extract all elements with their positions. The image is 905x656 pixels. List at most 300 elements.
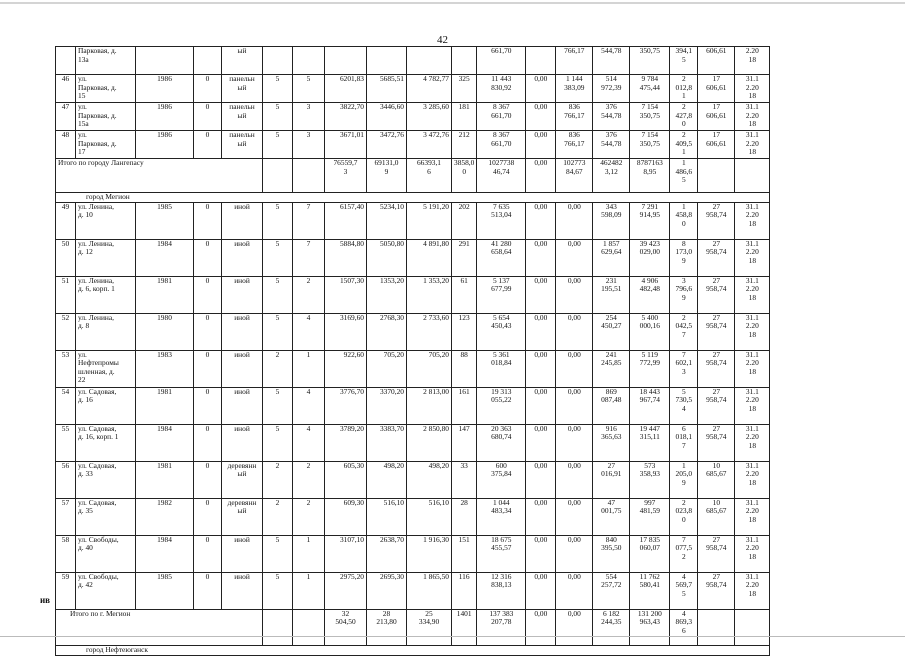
cell-num: 47 [56,103,76,131]
cell-zero: 0 [194,350,222,387]
cell-num: 55 [56,424,76,461]
cell-17: 3 796,6 9 [670,276,698,313]
cell-residents: 202 [452,202,477,239]
table-row [56,103,770,131]
cell-area-total: 605,30 [325,461,367,498]
cell-num: 54 [56,387,76,424]
cell-area-total: 1507,30 [325,276,367,313]
cell-19: 2.20 18 [735,47,770,75]
cell-16: 5 400 000,16 [630,313,670,350]
cell-floors: 5 [263,75,293,103]
cell-19: 31.1 2.20 18 [735,498,770,535]
cell-area-total: 3107,10 [325,535,367,572]
cell-num [56,47,76,75]
cell-13: 0,00 [526,387,556,424]
cell-14: 0,00 [556,313,593,350]
cell-blank [735,159,770,193]
cell-material: иной [222,202,263,239]
total-16: 131 200 963,43 [630,609,670,645]
cell-16: 7 154 350,75 [630,103,670,131]
cell-year: 1984 [136,239,194,276]
cell-18: 10 685,67 [698,461,735,498]
cell-num: 57 [56,498,76,535]
cell-area-total: 3822,70 [325,103,367,131]
total-residents: 3858,0 0 [452,159,477,193]
cell-17: 6 018,1 7 [670,424,698,461]
cell-cost: 1 044 483,34 [477,498,526,535]
cell-area-a: 2768,30 [367,313,407,350]
cell-area-a: 1353,20 [367,276,407,313]
cell-residents: 161 [452,387,477,424]
cell-16: 18 443 967,74 [630,387,670,424]
cell-area-a: 498,20 [367,461,407,498]
cell-16: 39 423 029,00 [630,239,670,276]
cell-area-total [325,47,367,75]
cell-17: 4 569,7 5 [670,572,698,609]
total-area-b: 66393,1 6 [407,159,452,193]
cell-zero: 0 [194,276,222,313]
cell-cost: 12 316 838,13 [477,572,526,609]
total-residents: 1401 [452,609,477,645]
cell-floors: 5 [263,202,293,239]
cell-entrances: 2 [293,276,325,313]
cell-15: 544,78 [593,47,630,75]
cell-13: 0,00 [526,313,556,350]
total-area-b: 25 334,90 [407,609,452,645]
cell-18: 606,61 [698,47,735,75]
cell-19: 31.1 2.20 18 [735,103,770,131]
table-row [56,202,770,239]
section-heading: город Мегион [56,193,770,203]
cell-16: 7 291 914,95 [630,202,670,239]
cell-area-b: 3 285,60 [407,103,452,131]
cell-area-b: 5 191,20 [407,202,452,239]
cell-num: 58 [56,535,76,572]
cell-17: 394,1 5 [670,47,698,75]
cell-area-total: 2975,20 [325,572,367,609]
cell-15: 231 195,51 [593,276,630,313]
cell-18: 27 958,74 [698,424,735,461]
cell-16: 17 835 060,07 [630,535,670,572]
cell-year: 1986 [136,103,194,131]
table-row [56,75,770,103]
cell-year: 1981 [136,276,194,313]
cell-area-b: 2 733,60 [407,313,452,350]
cell-area-b: 705,20 [407,350,452,387]
cell-residents: 116 [452,572,477,609]
cell-cost: 600 375,84 [477,461,526,498]
cell-floors: 5 [263,276,293,313]
cell-area-a: 5050,80 [367,239,407,276]
cell-entrances: 4 [293,313,325,350]
cell-19: 31.1 2.20 18 [735,350,770,387]
cell-zero: 0 [194,387,222,424]
cell-year [136,47,194,75]
cell-year: 1981 [136,387,194,424]
cell-address: ул. Ленина, д. 6, корп. 1 [76,276,136,313]
cell-address: ул. Садовая, д. 35 [76,498,136,535]
cell-material: иной [222,276,263,313]
cell-entrances: 3 [293,103,325,131]
cell-area-b: 1 353,20 [407,276,452,313]
cell-year: 1985 [136,572,194,609]
cell-13: 0,00 [526,461,556,498]
cell-material: иной [222,535,263,572]
cell-zero: 0 [194,202,222,239]
cell-residents: 88 [452,350,477,387]
cell-material: панельн ый [222,75,263,103]
cell-entrances: 1 [293,350,325,387]
cell-16: 7 154 350,75 [630,131,670,159]
total-17: 1 486,6 5 [670,159,698,193]
cell-18: 17 606,61 [698,131,735,159]
cell-16: 350,75 [630,47,670,75]
cell-19: 31.1 2.20 18 [735,461,770,498]
cell-address: ул. Ленина, д. 10 [76,202,136,239]
cell-floors: 2 [263,498,293,535]
total-cost: 137 383 207,78 [477,609,526,645]
cell-13: 0,00 [526,424,556,461]
cell-19: 31.1 2.20 18 [735,75,770,103]
cell-18: 27 958,74 [698,387,735,424]
cell-address: ул. Свободы, д. 40 [76,535,136,572]
cell-zero: 0 [194,461,222,498]
cell-floors [263,47,293,75]
cell-19: 31.1 2.20 18 [735,424,770,461]
table-row [56,276,770,313]
cell-15: 27 016,91 [593,461,630,498]
scan-bottom-edge [0,636,905,637]
table-row [56,387,770,424]
total-label: Итого по г. Мегион [56,609,263,645]
cell-16: 11 762 580,41 [630,572,670,609]
cell-num: 50 [56,239,76,276]
cell-area-a: 3383,70 [367,424,407,461]
cell-15: 343 598,09 [593,202,630,239]
cell-13: 0,00 [526,350,556,387]
cell-15: 916 365,63 [593,424,630,461]
cell-material: ый [222,47,263,75]
cell-area-total: 3671,01 [325,131,367,159]
cell-year: 1986 [136,131,194,159]
cell-entrances: 4 [293,424,325,461]
cell-area-b: 2 813,00 [407,387,452,424]
cell-15: 47 001,75 [593,498,630,535]
total-13: 0,00 [526,609,556,645]
cell-entrances: 2 [293,461,325,498]
cell-material: иной [222,387,263,424]
cell-year: 1984 [136,535,194,572]
cell-year: 1982 [136,498,194,535]
cell-13: 0,00 [526,535,556,572]
total-row-langepas [56,159,770,193]
cell-year: 1984 [136,424,194,461]
cell-area-a: 3472,76 [367,131,407,159]
table-row [56,313,770,350]
cell-area-a: 2695,30 [367,572,407,609]
cell-16: 997 481,59 [630,498,670,535]
cell-13: 0,00 [526,75,556,103]
cell-17: 8 173,0 9 [670,239,698,276]
cell-residents: 212 [452,131,477,159]
cell-residents: 147 [452,424,477,461]
cell-15: 241 245,85 [593,350,630,387]
cell-cost: 41 280 658,64 [477,239,526,276]
total-17: 4 869,3 6 [670,609,698,645]
cell-area-a: 5234,10 [367,202,407,239]
cell-14: 836 766,17 [556,131,593,159]
cell-area-a [367,47,407,75]
total-15: 6 182 244,35 [593,609,630,645]
cell-19: 31.1 2.20 18 [735,276,770,313]
cell-area-total: 922,60 [325,350,367,387]
cell-18: 27 958,74 [698,572,735,609]
cell-13: 0,00 [526,276,556,313]
cell-17: 2 042,5 7 [670,313,698,350]
cell-13: 0,00 [526,131,556,159]
cell-address: ул. Садовая, д. 33 [76,461,136,498]
cell-area-b: 1 916,30 [407,535,452,572]
cell-entrances [293,47,325,75]
total-16: 8787163 8,95 [630,159,670,193]
cell-blank [263,159,293,193]
total-area-a: 28 213,80 [367,609,407,645]
table-row [56,572,770,609]
section-heading-nefteyugansk [56,645,770,655]
cell-area-a: 516,10 [367,498,407,535]
cell-material: иной [222,572,263,609]
cell-14: 0,00 [556,535,593,572]
cell-18: 10 685,67 [698,498,735,535]
cell-14: 1 144 383,09 [556,75,593,103]
cell-entrances: 4 [293,387,325,424]
cell-cost: 19 313 055,22 [477,387,526,424]
cell-residents: 123 [452,313,477,350]
cell-16: 19 447 315,11 [630,424,670,461]
cell-num: 48 [56,131,76,159]
cell-material: панельн ый [222,103,263,131]
cell-14: 0,00 [556,424,593,461]
cell-area-b: 2 850,80 [407,424,452,461]
cell-floors: 5 [263,313,293,350]
cell-num: 49 [56,202,76,239]
cell-14: 0,00 [556,276,593,313]
cell-18: 27 958,74 [698,276,735,313]
cell-cost: 18 675 455,57 [477,535,526,572]
cell-15: 1 857 629,64 [593,239,630,276]
cell-residents: 325 [452,75,477,103]
cell-zero [194,47,222,75]
cell-area-b: 4 891,80 [407,239,452,276]
cell-address: ул. Садовая, д. 16, корп. 1 [76,424,136,461]
cell-address: ул. Садовая, д. 16 [76,387,136,424]
cell-entrances: 7 [293,239,325,276]
cell-area-total: 6201,83 [325,75,367,103]
cell-residents: 151 [452,535,477,572]
total-14: 0,00 [556,609,593,645]
cell-cost: 11 443 830,92 [477,75,526,103]
cell-area-total: 6157,40 [325,202,367,239]
cell-14: 0,00 [556,387,593,424]
cell-material: деревянн ый [222,498,263,535]
cell-18: 17 606,61 [698,103,735,131]
cell-14: 0,00 [556,572,593,609]
cell-18: 27 958,74 [698,535,735,572]
cell-zero: 0 [194,103,222,131]
cell-year: 1981 [136,461,194,498]
cell-cost: 5 137 677,99 [477,276,526,313]
cell-17: 1 205,0 9 [670,461,698,498]
cell-14: 0,00 [556,239,593,276]
cell-area-a: 5685,51 [367,75,407,103]
cell-area-a: 705,20 [367,350,407,387]
cell-14: 0,00 [556,461,593,498]
cell-residents: 33 [452,461,477,498]
cell-entrances: 1 [293,535,325,572]
cell-floors: 5 [263,131,293,159]
total-cost: 1027738 46,74 [477,159,526,193]
cell-cost: 5 361 018,84 [477,350,526,387]
cell-address: ул. Свободы, д. 42 [76,572,136,609]
table-row [56,424,770,461]
cell-entrances: 3 [293,131,325,159]
cell-area-b: 1 865,50 [407,572,452,609]
cell-zero: 0 [194,535,222,572]
page-number: 42 [437,34,448,46]
cell-cost: 8 367 661,70 [477,103,526,131]
cell-address: ул. Парковая, д. 15 [76,75,136,103]
cell-area-a: 3446,60 [367,103,407,131]
cell-address: ул. Парковая, д. 15а [76,103,136,131]
cell-13: 0,00 [526,498,556,535]
cell-entrances: 5 [293,75,325,103]
cell-17: 1 458,8 0 [670,202,698,239]
cell-cost: 8 367 661,70 [477,131,526,159]
cell-zero: 0 [194,572,222,609]
cell-zero: 0 [194,239,222,276]
cell-area-b: 516,10 [407,498,452,535]
cell-18: 27 958,74 [698,313,735,350]
cell-area-b: 498,20 [407,461,452,498]
cell-residents [452,47,477,75]
cell-13: 0,00 [526,103,556,131]
cell-19: 31.1 2.20 18 [735,202,770,239]
cell-18: 27 958,74 [698,350,735,387]
cell-16: 573 358,93 [630,461,670,498]
cell-area-b [407,47,452,75]
table-body [56,47,770,656]
cell-year: 1985 [136,202,194,239]
cell-area-a: 2638,70 [367,535,407,572]
cell-zero: 0 [194,75,222,103]
cell-zero: 0 [194,498,222,535]
cell-address: ул. Нефтепромы шленная, д. 22 [76,350,136,387]
cell-16: 9 784 475,44 [630,75,670,103]
cell-15: 554 257,72 [593,572,630,609]
cell-area-total: 3169,60 [325,313,367,350]
total-14: 102773 84,67 [556,159,593,193]
cell-year: 1986 [136,75,194,103]
cell-19: 31.1 2.20 18 [735,572,770,609]
cell-16: 5 119 772,99 [630,350,670,387]
section-heading: город Нефтеюганск [56,645,770,655]
table-row [56,131,770,159]
cell-material: иной [222,239,263,276]
cell-floors: 2 [263,350,293,387]
cell-18: 27 958,74 [698,202,735,239]
scan-top-edge [0,2,905,4]
cell-14: 0,00 [556,350,593,387]
cell-floors: 5 [263,239,293,276]
cell-year: 1980 [136,313,194,350]
cell-material: деревянн ый [222,461,263,498]
cell-floors: 5 [263,103,293,131]
table-row [56,350,770,387]
cell-blank [293,159,325,193]
table-row-continued [56,47,770,75]
cell-entrances: 7 [293,202,325,239]
total-area-a: 69131,0 9 [367,159,407,193]
cell-address: ул. Парковая, д. 17 [76,131,136,159]
cell-num: 56 [56,461,76,498]
cell-num: 51 [56,276,76,313]
cell-area-total: 609,30 [325,498,367,535]
cell-residents: 291 [452,239,477,276]
cell-floors: 5 [263,387,293,424]
cell-entrances: 1 [293,572,325,609]
cell-cost: 661,70 [477,47,526,75]
handwritten-mark: ив [40,595,51,605]
cell-17: 2 409,5 1 [670,131,698,159]
cell-17: 2 012,8 1 [670,75,698,103]
total-area-total: 76559,7 3 [325,159,367,193]
cell-blank [698,159,735,193]
total-area-total: 32 504,50 [325,609,367,645]
cell-19: 31.1 2.20 18 [735,239,770,276]
cell-13: 0,00 [526,572,556,609]
cell-13: 0,00 [526,239,556,276]
cell-floors: 2 [263,461,293,498]
cell-15: 254 450,27 [593,313,630,350]
cell-13 [526,47,556,75]
cell-area-b: 3 472,76 [407,131,452,159]
cell-19: 31.1 2.20 18 [735,313,770,350]
cell-19: 31.1 2.20 18 [735,535,770,572]
cell-num: 59 [56,572,76,609]
cell-17: 7 077,5 2 [670,535,698,572]
cell-19: 31.1 2.20 18 [735,131,770,159]
cell-num: 46 [56,75,76,103]
cell-num: 52 [56,313,76,350]
cell-floors: 5 [263,572,293,609]
table-row [56,535,770,572]
cell-19: 31.1 2.20 18 [735,387,770,424]
table-row [56,498,770,535]
cell-num: 53 [56,350,76,387]
cell-floors: 5 [263,535,293,572]
table-row [56,461,770,498]
cell-area-a: 3370,20 [367,387,407,424]
cell-18: 17 606,61 [698,75,735,103]
cell-14: 836 766,17 [556,103,593,131]
cell-material: иной [222,350,263,387]
cell-residents: 28 [452,498,477,535]
total-15: 462482 3,12 [593,159,630,193]
cell-address: Парковая, д. 13а [76,47,136,75]
housing-register-table [55,46,770,656]
cell-entrances: 2 [293,498,325,535]
cell-material: иной [222,313,263,350]
